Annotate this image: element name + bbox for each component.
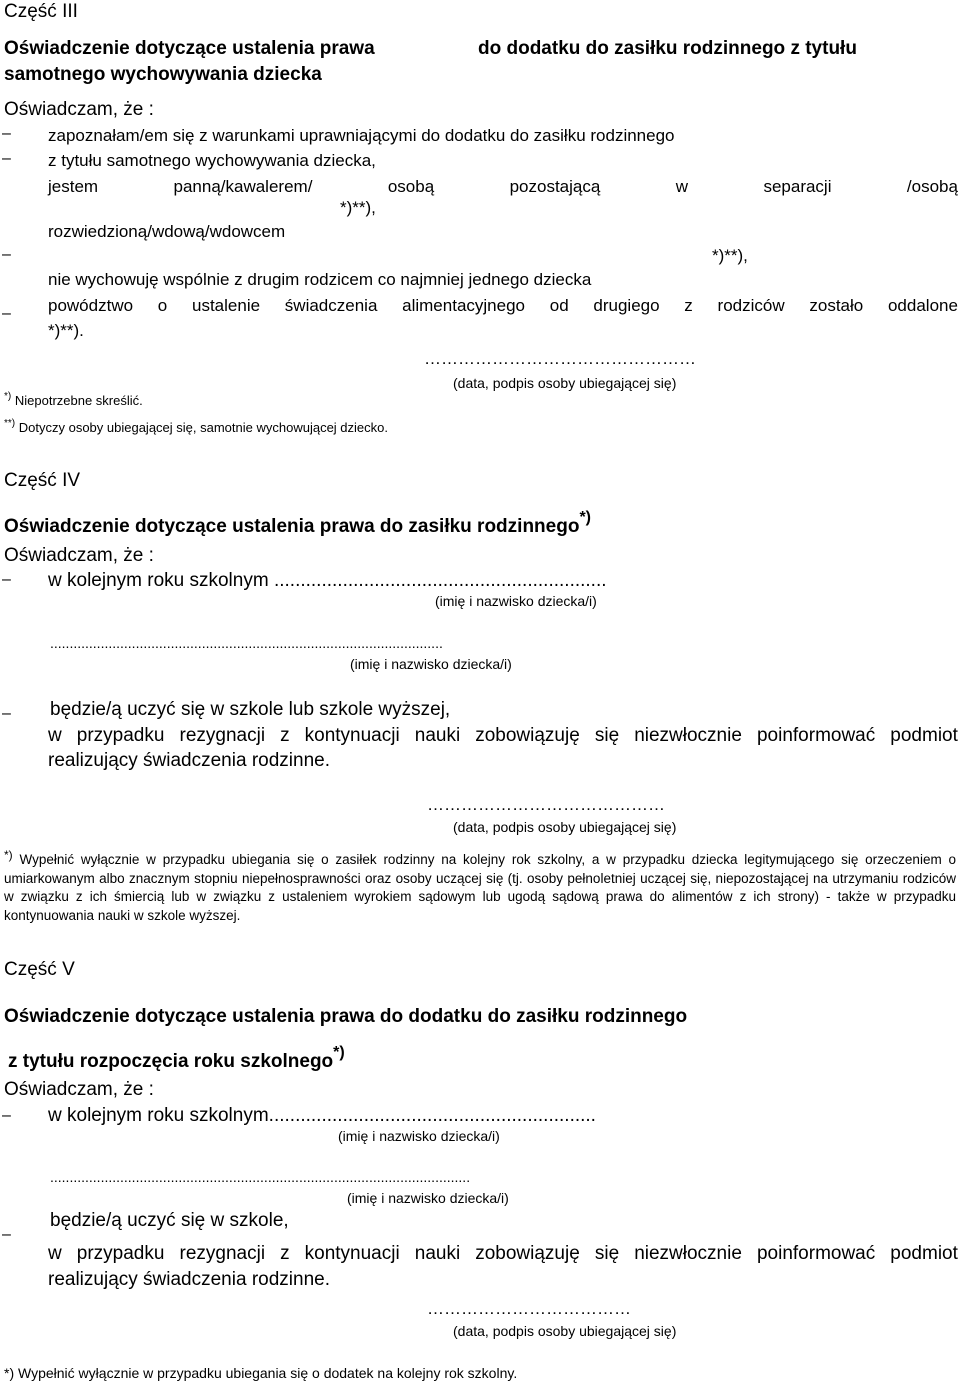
part3-item3-mark: *)**), bbox=[340, 198, 376, 217]
bullet-dash: – bbox=[2, 1226, 11, 1243]
bullet-dash: – bbox=[2, 571, 11, 588]
part4-intro: Oświadczam, że : bbox=[4, 545, 154, 566]
part3-title-line2: samotnego wychowywania dziecka bbox=[4, 64, 322, 85]
part4-heading: Część IV bbox=[4, 470, 81, 491]
part4-dots2: ..................................................................................................... bbox=[50, 635, 443, 651]
part3-item4: nie wychowuję wspólnie z drugim rodzicem co najmniej jednego dziecka bbox=[48, 270, 592, 289]
part4-signature-dots: …………………………………… bbox=[427, 795, 665, 814]
part5-item2-line2: w przypadku rezygnacji z kontynuacji nauki zobowiązuję się niezwłocznie poinformować podmiot bbox=[48, 1243, 958, 1264]
part4-item2-line2: w przypadku rezygnacji z kontynuacji nauki zobowiązuję się niezwłocznie poinformować podmiot bbox=[48, 725, 958, 746]
bullet-dash: – bbox=[2, 125, 11, 142]
part5-item2-line3: realizujący świadczenia rodzinne. bbox=[48, 1269, 330, 1290]
part5-caption2: (imię i nazwisko dziecka/i) bbox=[347, 1190, 509, 1206]
part3-item5-line2: *)**). bbox=[48, 321, 84, 340]
part3-title-a: Oświadczenie dotyczące ustalenia prawa bbox=[4, 38, 375, 59]
part4-signature-caption: (data, podpis osoby ubiegającej się) bbox=[453, 819, 677, 835]
part3-item5-line1: powództwo o ustalenie świadczenia alimentacyjnego od drugiego z rodziców zostało oddalone bbox=[48, 296, 958, 315]
part5-intro: Oświadczam, że : bbox=[4, 1079, 154, 1100]
bullet-dash: – bbox=[2, 246, 11, 263]
part5-signature-caption: (data, podpis osoby ubiegającej się) bbox=[453, 1323, 677, 1339]
part5-caption1: (imię i nazwisko dziecka/i) bbox=[338, 1128, 500, 1144]
part4-caption2: (imię i nazwisko dziecka/i) bbox=[350, 656, 512, 672]
part5-signature-dots: ……………………………… bbox=[427, 1299, 631, 1318]
part3-footnote2: **) Dotyczy osoby ubiegającej się, samotnie wychowującej dziecko. bbox=[4, 418, 388, 435]
part4-footnote: *) Wypełnić wyłącznie w przypadku ubiegania się o zasiłek rodzinny na kolejny rok szkolny, a w przypadku dziecka legitymującego się orzeczeniem o umiarkowanym albo znacznym stopniu niepełnosprawności oraz osoby uczącej się (tj. osoby pełnoletniej uczącej się, niepozostającej na utrzymaniu rodziców w związku z ich śmiercią lub w związku z ustaleniem wyrokiem sądowym lub ugodą sądową prawa do alimentów z ich strony) - także w przypadku kontynuowania nauki w szkole wyższej. bbox=[4, 848, 956, 923]
part4-item1: w kolejnym roku szkolnym ............................................................... bbox=[48, 570, 607, 591]
part5-item2: będzie/ą uczyć się w szkole, bbox=[50, 1210, 289, 1231]
part3-title-b: do dodatku do zasiłku rodzinnego z tytułu bbox=[478, 38, 857, 59]
part3-intro: Oświadczam, że : bbox=[4, 99, 154, 120]
part3-heading: Część III bbox=[4, 1, 78, 22]
part5-item1: w kolejnym roku szkolnym.............................................................. bbox=[48, 1105, 596, 1126]
part3-item2: z tytułu samotnego wychowywania dziecka, bbox=[48, 151, 376, 170]
part4-title: Oświadczenie dotyczące ustalenia prawa do zasiłku rodzinnego*) bbox=[4, 509, 591, 537]
part5-heading: Część V bbox=[4, 959, 75, 980]
bullet-dash: – bbox=[2, 305, 11, 322]
part5-footnote: *) Wypełnić wyłącznie w przypadku ubiegania się o dodatek na kolejny rok szkolny. bbox=[4, 1365, 518, 1381]
part4-item2: będzie/ą uczyć się w szkole lub szkole wyższej, bbox=[50, 699, 451, 720]
part5-dots2: ............................................................................................................ bbox=[50, 1169, 471, 1185]
part3-footnote1: *) Niepotrzebne skreślić. bbox=[4, 391, 143, 408]
part3-item3-mark2: *)**), bbox=[712, 246, 748, 265]
bullet-dash: – bbox=[2, 705, 11, 722]
part3-signature-dots: ………………………………………… bbox=[424, 349, 696, 368]
part4-item2-line3: realizujący świadczenia rodzinne. bbox=[48, 750, 330, 771]
part5-title-line2: z tytułu rozpoczęcia roku szkolnego*) bbox=[8, 1044, 345, 1072]
part5-title-line1: Oświadczenie dotyczące ustalenia prawa do dodatku do zasiłku rodzinnego bbox=[4, 1006, 688, 1027]
part3-item3-line1: jestem panną/kawalerem/ osobą pozostającą w separacji /osobą bbox=[48, 177, 958, 196]
bullet-dash: – bbox=[2, 1107, 11, 1124]
part3-item3-line2: rozwiedzioną/wdową/wdowcem bbox=[48, 222, 286, 241]
part3-signature-caption: (data, podpis osoby ubiegającej się) bbox=[453, 375, 677, 391]
bullet-dash: – bbox=[2, 150, 11, 167]
part3-item1: zapoznałam/em się z warunkami uprawniającymi do dodatku do zasiłku rodzinnego bbox=[48, 126, 675, 145]
part4-caption1: (imię i nazwisko dziecka/i) bbox=[435, 593, 597, 609]
